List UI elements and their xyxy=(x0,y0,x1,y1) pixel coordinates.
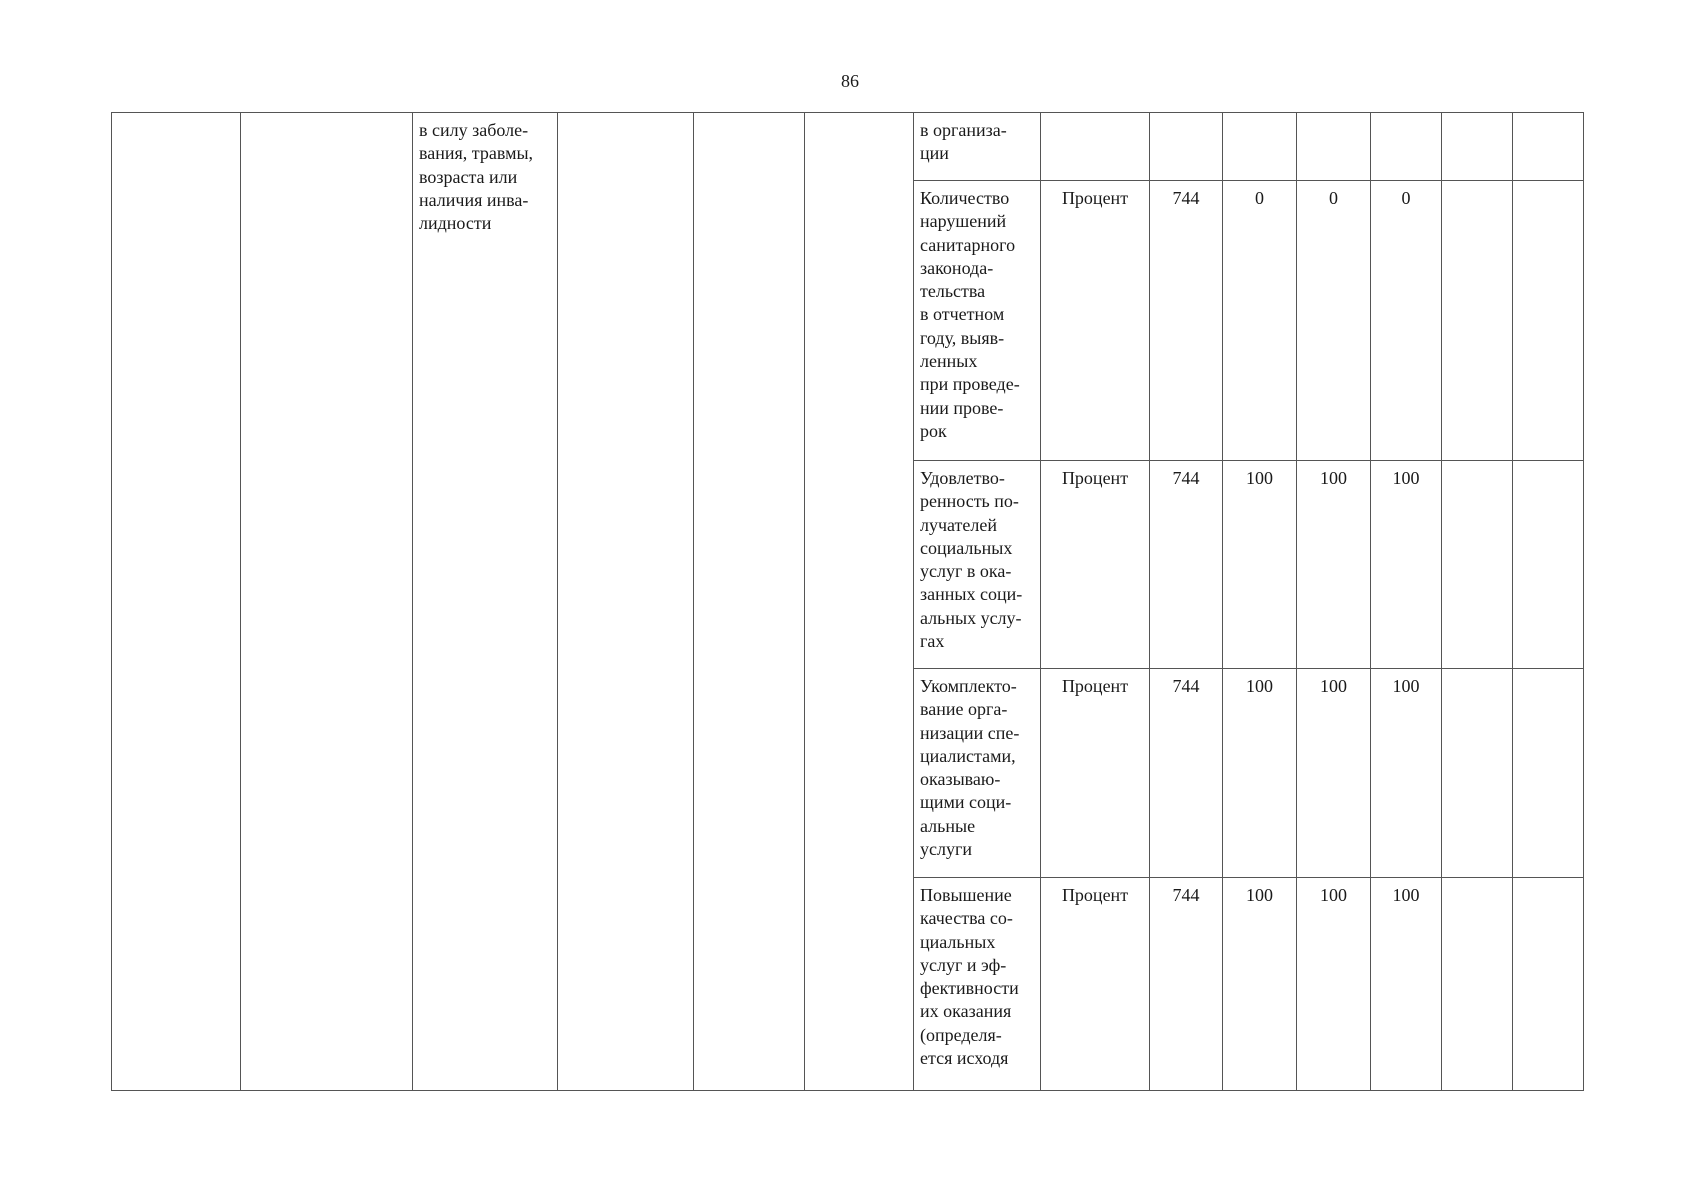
table-cell-col-1 xyxy=(112,113,241,1091)
value-cell xyxy=(1297,113,1371,181)
code-text: 744 xyxy=(1172,188,1200,208)
value-cell xyxy=(1223,461,1297,669)
value-2-text: 100 xyxy=(1320,885,1347,905)
empty-cell xyxy=(1513,461,1584,669)
table-cell-col-2 xyxy=(241,113,413,1091)
value-3-text xyxy=(1371,113,1441,119)
value-cell xyxy=(1371,461,1442,669)
value-2-text: 100 xyxy=(1320,676,1347,696)
code-cell xyxy=(1150,878,1223,1091)
value-1-text: 100 xyxy=(1246,676,1273,696)
value-cell xyxy=(1223,181,1297,461)
document-table xyxy=(111,112,1584,1091)
code-text: 744 xyxy=(1172,885,1200,905)
table-row xyxy=(112,113,1584,181)
code-cell xyxy=(1150,461,1223,669)
indicator-cell xyxy=(914,181,1041,461)
unit-cell xyxy=(1041,878,1150,1091)
code-text xyxy=(1150,113,1222,119)
unit-cell xyxy=(1041,461,1150,669)
empty-cell xyxy=(1442,878,1513,1091)
empty-cell xyxy=(1442,113,1513,181)
indicator-cell xyxy=(914,669,1041,878)
value-cell xyxy=(1297,878,1371,1091)
value-cell xyxy=(1223,878,1297,1091)
indicator-text: Укомплекто- вание орга- низации спе- циалистами, оказываю- щими соци- альные услуги xyxy=(920,676,1020,860)
value-cell xyxy=(1297,669,1371,878)
code-text: 744 xyxy=(1172,676,1200,696)
empty-cell xyxy=(1442,181,1513,461)
indicator-text: Количество нарушений санитарного законода- тельства в отчетном году, выяв- ленных при проведе- нии прове- рок xyxy=(920,188,1020,441)
code-cell xyxy=(1150,181,1223,461)
condition-text: в силу заболе- вания, травмы, возраста или наличия инва- лидности xyxy=(419,120,534,234)
unit-text: Процент xyxy=(1061,676,1129,696)
value-1-text: 100 xyxy=(1246,468,1273,488)
code-cell xyxy=(1150,113,1223,181)
empty-cell xyxy=(1442,669,1513,878)
value-cell xyxy=(1223,113,1297,181)
value-3-text: 100 xyxy=(1392,885,1420,905)
indicator-text: в организа- ции xyxy=(920,120,1007,164)
value-cell xyxy=(1297,181,1371,461)
value-cell xyxy=(1371,113,1442,181)
value-1-text: 100 xyxy=(1246,885,1273,905)
unit-text: Процент xyxy=(1061,885,1129,905)
code-cell xyxy=(1150,669,1223,878)
unit-cell xyxy=(1041,181,1150,461)
value-2-text xyxy=(1297,113,1370,119)
value-cell xyxy=(1371,181,1442,461)
table-cell-col-4 xyxy=(558,113,694,1091)
unit-text: Процент xyxy=(1061,188,1129,208)
empty-cell xyxy=(1442,461,1513,669)
empty-cell xyxy=(1513,181,1584,461)
value-2-text: 100 xyxy=(1320,468,1347,488)
indicator-cell xyxy=(914,113,1041,181)
page-number: 86 xyxy=(841,71,859,91)
empty-cell xyxy=(1513,878,1584,1091)
table-cell-col-5 xyxy=(694,113,805,1091)
condition-cell xyxy=(413,113,558,1091)
value-cell xyxy=(1371,669,1442,878)
indicator-text: Удовлетво- ренность по- лучателей социальных услуг в ока- занных соци- альных услу- гах xyxy=(920,468,1023,652)
value-3-text: 100 xyxy=(1392,676,1420,696)
value-cell xyxy=(1297,461,1371,669)
value-3-text: 100 xyxy=(1392,468,1420,488)
table-cell-col-6 xyxy=(805,113,914,1091)
indicator-text: Повышение качества со- циальных услуг и эф- фективности их оказания (определя- ется исходя xyxy=(920,885,1019,1069)
value-1-text xyxy=(1223,113,1296,119)
empty-cell xyxy=(1513,669,1584,878)
indicator-cell xyxy=(914,878,1041,1091)
value-1-text: 0 xyxy=(1255,188,1264,208)
value-3-text: 0 xyxy=(1401,188,1411,208)
unit-text xyxy=(1041,113,1149,119)
code-text: 744 xyxy=(1172,468,1200,488)
empty-cell xyxy=(1513,113,1584,181)
value-2-text: 0 xyxy=(1329,188,1338,208)
value-cell xyxy=(1371,878,1442,1091)
unit-text: Процент xyxy=(1061,468,1129,488)
value-cell xyxy=(1223,669,1297,878)
unit-cell xyxy=(1041,113,1150,181)
indicator-cell xyxy=(914,461,1041,669)
unit-cell xyxy=(1041,669,1150,878)
